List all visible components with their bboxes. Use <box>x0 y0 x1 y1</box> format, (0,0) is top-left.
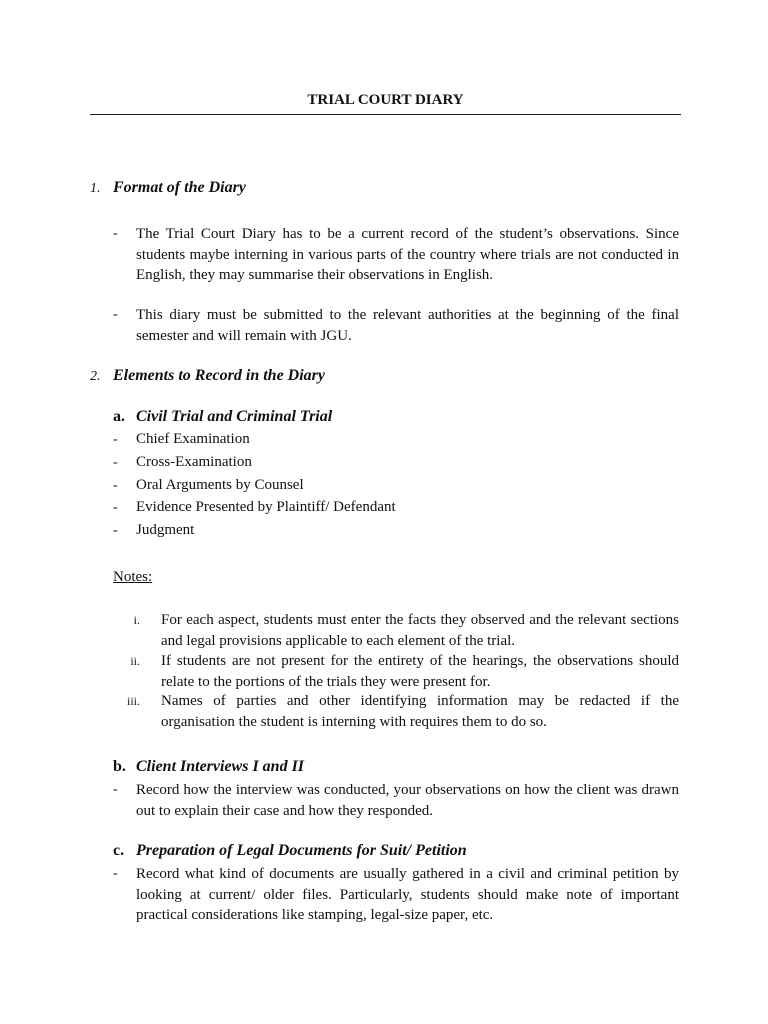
section-1-number: 1. <box>90 181 101 196</box>
subsection-c-label: c. <box>113 842 125 859</box>
subsection-a-label: a. <box>113 408 125 425</box>
subsection-c-text: Record what kind of documents are usually gathered in a civil and criminal petition by looking at current/ older files. Particularly, students should make note of important practical considerations like stamping, legal-size paper, etc. <box>136 866 679 923</box>
bullet-dash: - <box>113 455 118 470</box>
subsection-b-heading: Client Interviews I and II <box>136 758 305 775</box>
trial-item: Judgment <box>136 522 195 538</box>
bullet-dash: - <box>113 523 118 538</box>
section-2-number: 2. <box>90 369 101 384</box>
note-number: iii. <box>126 694 140 708</box>
note-3: Names of parties and other identifying information may be redacted if the organisation the student is interning with requires them to do so. <box>161 693 679 730</box>
trial-item: Cross-Examination <box>136 454 252 470</box>
title-underline <box>90 114 681 115</box>
note-1: For each aspect, students must enter the facts they observed and the relevant sections and legal provisions applicable to each element of the trial. <box>161 612 679 649</box>
section-1-bullet-2: This diary must be submitted to the relevant authorities at the beginning of the final semester and will remain with JGU. <box>136 307 679 344</box>
bullet-dash: - <box>113 432 118 447</box>
section-1-bullet-1: The Trial Court Diary has to be a current record of the student’s observations. Since students maybe interning in various parts of the country where trials are not conducted in English, they may summarise their observations in English. <box>136 226 679 283</box>
notes-label: Notes: <box>113 569 153 585</box>
bullet-dash: - <box>113 782 118 797</box>
note-number: i. <box>133 613 140 627</box>
bullet-dash: - <box>113 307 118 322</box>
subsection-c-heading: Preparation of Legal Documents for Suit/ Petition <box>136 842 467 859</box>
trial-item: Oral Arguments by Counsel <box>136 477 304 493</box>
trial-item: Evidence Presented by Plaintiff/ Defendant <box>136 499 396 515</box>
bullet-dash: - <box>113 866 118 881</box>
section-1-heading: Format of the Diary <box>113 179 246 196</box>
subsection-b-label: b. <box>113 758 126 775</box>
bullet-dash: - <box>113 478 118 493</box>
bullet-dash: - <box>113 226 118 241</box>
section-2-heading: Elements to Record in the Diary <box>113 367 325 384</box>
note-number: ii. <box>130 654 140 668</box>
bullet-dash: - <box>113 500 118 515</box>
note-2: If students are not present for the entirety of the hearings, the observations should relate to the portions of the trials they were present for. <box>161 653 679 690</box>
trial-item: Chief Examination <box>136 431 250 447</box>
page-title: TRIAL COURT DIARY <box>307 92 464 108</box>
subsection-a-heading: Civil Trial and Criminal Trial <box>136 408 333 425</box>
subsection-b-text: Record how the interview was conducted, your observations on how the client was drawn out to explain their case and how they responded. <box>136 782 679 819</box>
